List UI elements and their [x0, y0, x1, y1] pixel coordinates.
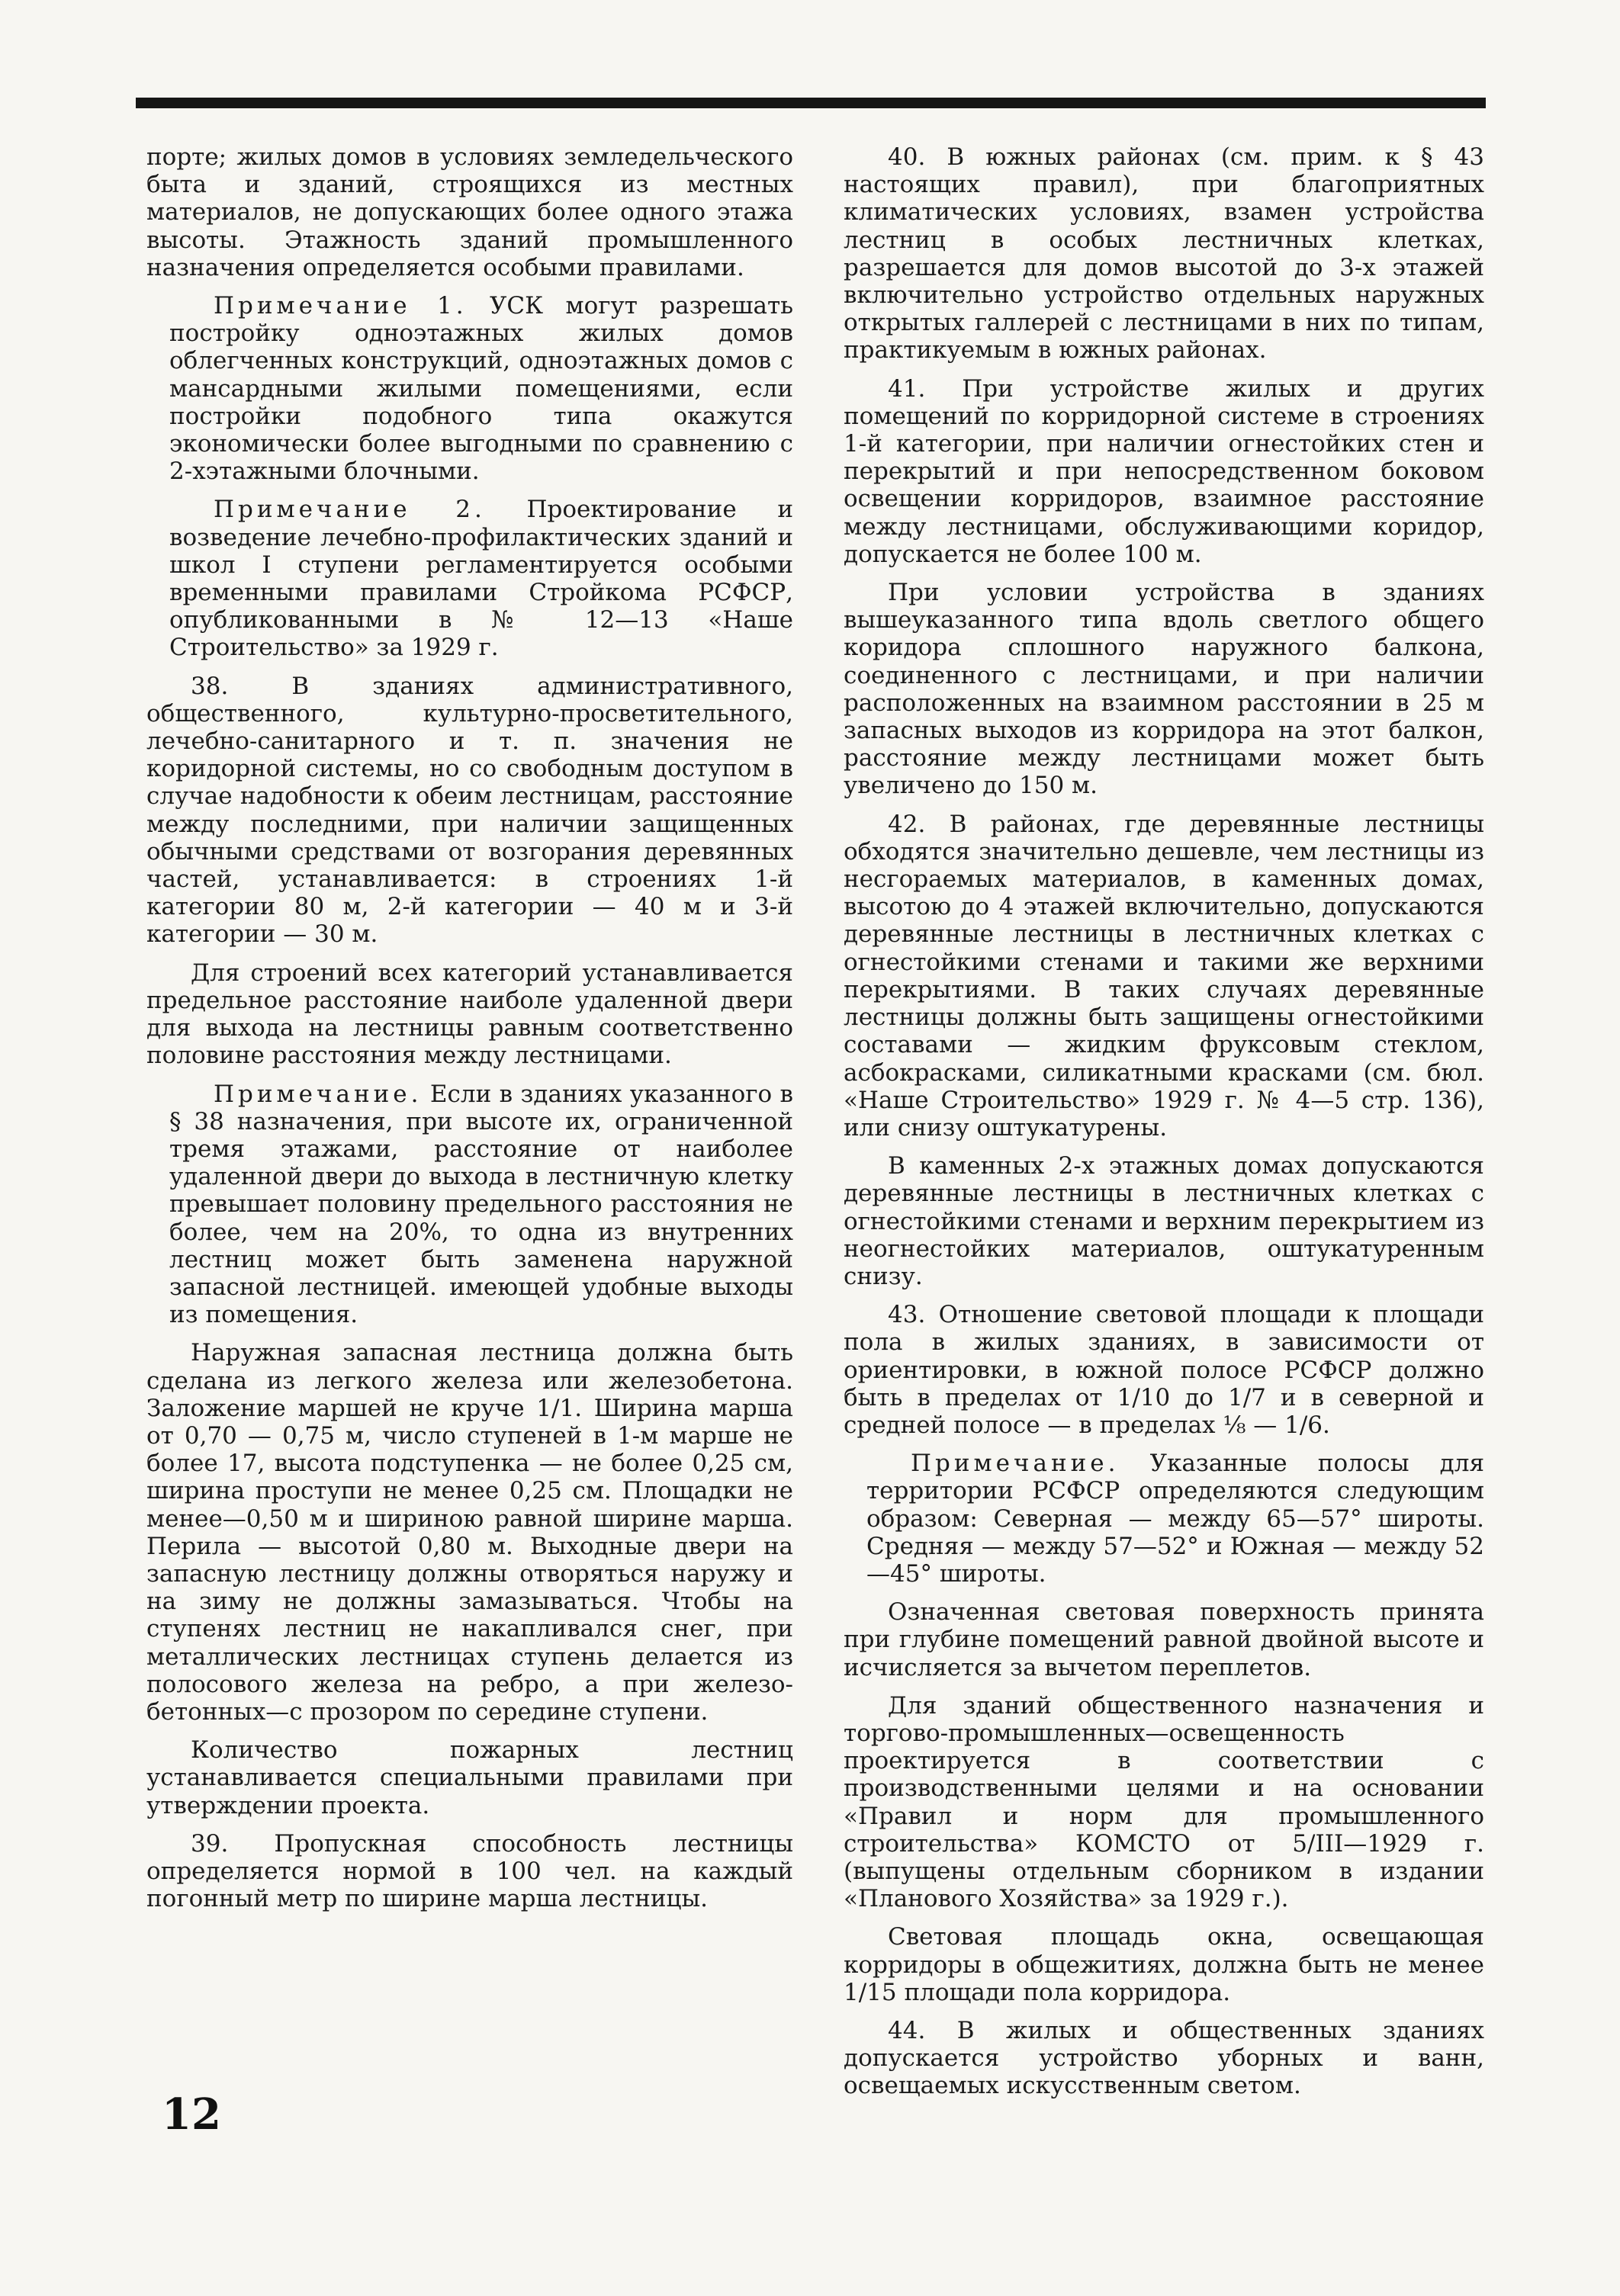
- note-paragraph: [146, 1081, 793, 1329]
- fraction: ⅛: [1223, 1411, 1246, 1439]
- note-paragraph: [146, 292, 793, 485]
- fraction: 1/10: [1117, 1383, 1171, 1411]
- note-lead: Примечание.: [911, 1450, 1120, 1478]
- text-run: и в северной и средней полосе — в пределах: [844, 1383, 1484, 1439]
- page-number: 12: [162, 2089, 221, 2140]
- paragraph: Количество пожарных лестниц устанавливается специальными правилами при утверждении проекта.: [146, 1736, 793, 1819]
- note-text: Если в зданиях указанного в § 38 назначения, при высоте их, ограниченной тремя этажами, расстояние от наиболее удаленной двери до выхода в лестничную клетку превышает половину предельного расстояния не более, чем на 20%, то одна из внутренних лестниц может быть заменена наружной запасной лестницей. имеющей удобные выходы из помещения.: [169, 1080, 793, 1329]
- paragraph: Для зданий общественного назначения и торгово-промышленных—освещенность проектируется в соответствии с производственными целями и на основании «Правил и норм для промышленного строительства» КОМСТО от 5/III—1929 г. (выпущены отдельным сборником в издании «Планового Хозяйства» за 1929 г.).: [844, 1691, 1484, 1913]
- note-lead: Примечание 2.: [214, 496, 486, 524]
- note-paragraph: [844, 1450, 1484, 1588]
- text-run: —: [1246, 1411, 1285, 1439]
- right-column: [844, 143, 1484, 2111]
- paragraph: Для строений всех категорий устанавливается предельное расстояние наиболе удаленной двери для выхода на лестницы равным соответственно половине расстояния между лестницами.: [146, 959, 793, 1070]
- note-lead: Примечание 1.: [214, 292, 468, 320]
- note-text: Указанные полосы для территории РСФСР определяются следующим образом: Северная — между 65—57° широты. Средняя — между 57—52° и Южная — между 52—45° широты.: [866, 1450, 1484, 1588]
- text-run: 43. Отношение световой площади к площади пола в жилых зданиях, в зависимости от ориентировки, в южной полосе РСФСР должно быть в пределах от: [844, 1301, 1484, 1411]
- note-text: УСК могут разрешать постройку одноэтажных жилых домов облегченных конструкций, одноэтажных домов с мансардными жилыми помещениями, если постройки подобного типа окажутся экономически более выгодными по сравнению с 2-хэтажными блочными.: [169, 292, 794, 486]
- paragraph-43: [844, 1301, 1484, 1439]
- note-paragraph: [146, 496, 793, 661]
- paragraph-39: 39. Пропускная способность лестницы определяется нормой в 100 чел. на каждый погонный метр по ширине марша лестницы.: [146, 1829, 793, 1913]
- paragraph-40: 40. В южных районах (см. прим. к § 43 настоящих правил), при благоприятных климатических условиях, взамен устройства лестниц в особых лестничных клетках, разрешается для домов высотой до 3-х этажей включительно устройство отдельных наружных открытых галлерей с лестницами в них по типам, практикуемым в южных районах.: [844, 143, 1484, 364]
- paragraph-44: 44. В жилых и общественных зданиях допускается устройство уборных и ванн, освещаемых искусственным светом.: [844, 2017, 1484, 2100]
- fraction: 1/6: [1284, 1411, 1323, 1439]
- fraction: 1/7: [1227, 1383, 1266, 1411]
- paragraph: Световая площадь окна, освещающая корридоры в общежитиях, должна быть не менее 1/15 площади пола корридора.: [844, 1923, 1484, 2006]
- left-column: [146, 143, 793, 1923]
- text-run: до: [1170, 1383, 1228, 1411]
- paragraph-41: 41. При устройстве жилых и других помещений по корридорной системе в строениях 1-й категории, при наличии огнестойких стен и перекрытий и при непосредственном боковом освещении корридоров, взаимное расстояние между лестницами, обслуживающими коридор, допускается не более 100 м.: [844, 374, 1484, 568]
- paragraph-38: 38. В зданиях административного, общественного, культурно-просветительного, лечебно-санитарного и т. п. значения не коридорной системы, но со свободным доступом в случае надобности к обеим лестницам, расстояние между последними, при наличии защищенных обычными средствами от возгорания деревянных частей, устанавливается: в строениях 1-й категории 80 м, 2-й категории — 40 м и 3-й категории — 30 м.: [146, 672, 793, 949]
- note-text: Проектирование и возведение лечебно-профилактических зданий и школ I ступени регламентируется особыми временными правилами Стройкома РСФСР, опубликованными в № 12—13 «Наше Строительство» за 1929 г.: [169, 496, 794, 662]
- paragraph: Означенная световая поверхность принята при глубине помещений равной двойной высоте и исчисляется за вычетом переплетов.: [844, 1598, 1484, 1681]
- top-rule: [136, 98, 1486, 108]
- note-lead: Примечание.: [214, 1080, 423, 1108]
- text-run: .: [1323, 1411, 1330, 1439]
- paragraph: При условии устройства в зданиях вышеуказанного типа вдоль светлого общего коридора сплошного наружного балкона, соединенного с лестницами, и при наличии расположенных на взаимном расстоянии в 25 м запасных выходов из корридора на этот балкон, расстояние между лестницами может быть увеличено до 150 м.: [844, 579, 1484, 800]
- paragraph: Наружная запасная лестница должна быть сделана из легкого железа или железобетона. Заложение маршей не круче 1/1. Ширина марша от 0,70 — 0,75 м, число ступеней в 1-м марше не более 17, высота подступенка — не более 0,25 см, ширина проступи не менее 0,25 см. Площадки не менее—0,50 м и шириною равной ширине марша. Перила — высотой 0,80 м. Выходные двери на запасную лестницу должны отворяться наружу и на зиму не должны замазываться. Чтобы на ступенях лестниц не накапливался снег, при металлических лестницах ступень делается из полосового железа на ребро, а при железо-бетонных—с прозором по середине ступени.: [146, 1339, 793, 1726]
- paragraph: В каменных 2-х этажных домах допускаются деревянные лестницы в лестничных клетках с огнестойкими стенами и верхним перекрытием из неогнестойких материалов, оштукатуренным снизу.: [844, 1152, 1484, 1290]
- paragraph-42: 42. В районах, где деревянные лестницы обходятся значительно дешевле, чем лестницы из несгораемых материалов, в каменных домах, высотою до 4 этажей включительно, допускаются деревянные лестницы в лестничных клетках с огнестойкими стенами и такими же верхними перекрытиями. В таких случаях деревянные лестницы должны быть защищены огнестойкими составами — жидким фруксовым стеклом, асбокрасками, силикатными красками (см. бюл. «Наше Строительство» 1929 г. № 4—5 стр. 136), или снизу оштукатурены.: [844, 810, 1484, 1142]
- paragraph: порте; жилых домов в условиях земледельческого быта и зданий, строящихся из местных материалов, не допускающих более одного этажа высоты. Этажность зданий промышленного назначения определяется особыми правилами.: [146, 143, 793, 281]
